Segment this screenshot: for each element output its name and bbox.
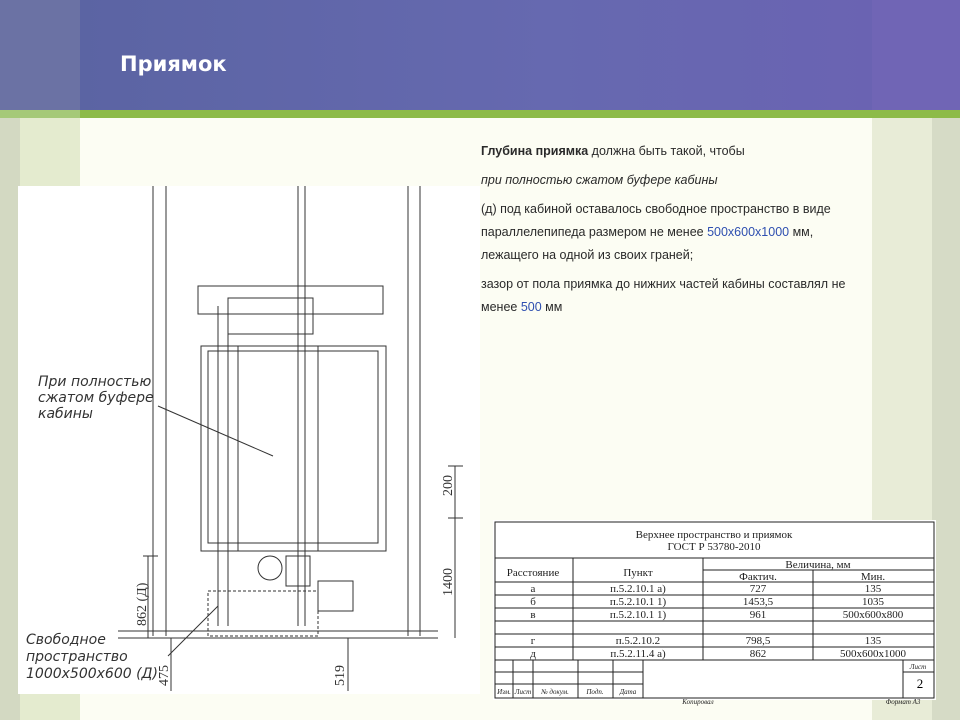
bold-phrase: Глубина приямка [481, 144, 589, 158]
free-space-label-line-1: Свободное [26, 632, 106, 648]
row-5-d: д [530, 648, 536, 660]
accent-line-left [0, 110, 80, 118]
row-2-actual: 1453,5 [742, 596, 774, 608]
row-5-clause: п.5.2.11.4 а) [610, 648, 666, 660]
body-text [481, 140, 861, 325]
paragraph-2 [481, 169, 861, 192]
clearance-value: 500 [520, 300, 542, 314]
free-space-label-line-3: 1000х500х600 (Д) [26, 666, 158, 682]
paragraph-3-b: мм, лежащего на одной из своих граней; [481, 225, 814, 262]
buffer-label-line-1: При полностью [38, 374, 152, 390]
paragraph-4-b: мм [541, 300, 563, 314]
row-3-d: в [530, 609, 536, 621]
row-4-min: 135 [864, 635, 882, 647]
row-2-clause: п.5.2.10.1 1) [609, 596, 667, 608]
dim-475: 475 [157, 665, 172, 686]
paragraph-4 [481, 273, 861, 319]
paragraph-1 [481, 140, 861, 163]
stamp-format: Формат А3 [885, 698, 921, 706]
row-2-d: б [530, 596, 536, 608]
row-4-clause: п.5.2.10.2 [615, 635, 661, 647]
col-min: Мин. [860, 571, 886, 583]
stamp-copied: Копировал [682, 698, 714, 706]
accent-line [80, 110, 960, 118]
header-right-block [872, 0, 960, 110]
slide-title: Приямок [120, 52, 227, 76]
col-clause: Пункт [623, 567, 653, 579]
stamp-sign: Подп. [586, 688, 604, 696]
stamp-doc: № докум. [541, 688, 569, 696]
row-5-actual: 862 [749, 648, 767, 660]
paragraph-3 [481, 198, 861, 267]
table-title-2: ГОСТ Р 53780-2010 [667, 541, 761, 553]
dim-1400: 1400 [441, 568, 456, 596]
stamp-list: Лист [514, 688, 532, 696]
col-distance: Расстояние [506, 567, 560, 579]
row-4-actual: 798,5 [745, 635, 771, 647]
row-4-d: г [530, 635, 536, 647]
paragraph-1-rest: должна быть такой, чтобы [588, 144, 745, 158]
dim-519: 519 [333, 665, 348, 686]
stamp-izm: Изм. [497, 688, 511, 696]
row-3-actual: 961 [749, 609, 767, 621]
buffer-label-line-2: сжатом буфере [38, 390, 154, 406]
dimension-value: 500х600х1000 [707, 225, 790, 239]
header-left-block [0, 0, 80, 110]
italic-phrase: при полностью сжатом буфере кабины [481, 173, 718, 187]
col-actual: Фактич. [739, 571, 777, 583]
row-3-min: 500х600х800 [842, 609, 904, 621]
row-2-min: 1035 [862, 596, 884, 608]
free-space-label-line-2: пространство [26, 649, 128, 665]
paragraph-3-a: (д) под кабиной оставалось свободное пространство в виде параллелепипеда размером не менее [481, 202, 831, 239]
row-1-clause: п.5.2.10.1 а) [610, 583, 666, 595]
row-5-min: 500х600х1000 [840, 648, 906, 660]
row-1-min: 135 [864, 583, 882, 595]
stamp-sheet: Лист [909, 663, 927, 671]
dim-200: 200 [441, 475, 456, 496]
pit-drawing-svg [18, 186, 480, 694]
col-value: Величина, мм [785, 559, 851, 571]
spec-table-svg [493, 520, 936, 706]
paragraph-4-a: зазор от пола приямка до нижних частей кабины составлял не менее [481, 277, 846, 314]
row-1-actual: 727 [749, 583, 767, 595]
dim-862: 862 (Д) [135, 582, 150, 626]
spec-table [493, 520, 936, 706]
row-3-clause: п.5.2.10.1 1) [609, 609, 667, 621]
stamp-date: Дата [619, 688, 637, 696]
row-1-d: а [530, 583, 536, 595]
pit-drawing [18, 186, 480, 694]
buffer-label-line-3: кабины [38, 406, 93, 422]
page-number: 2 [916, 676, 924, 691]
table-title-1: Верхнее пространство и приямок [635, 529, 793, 541]
